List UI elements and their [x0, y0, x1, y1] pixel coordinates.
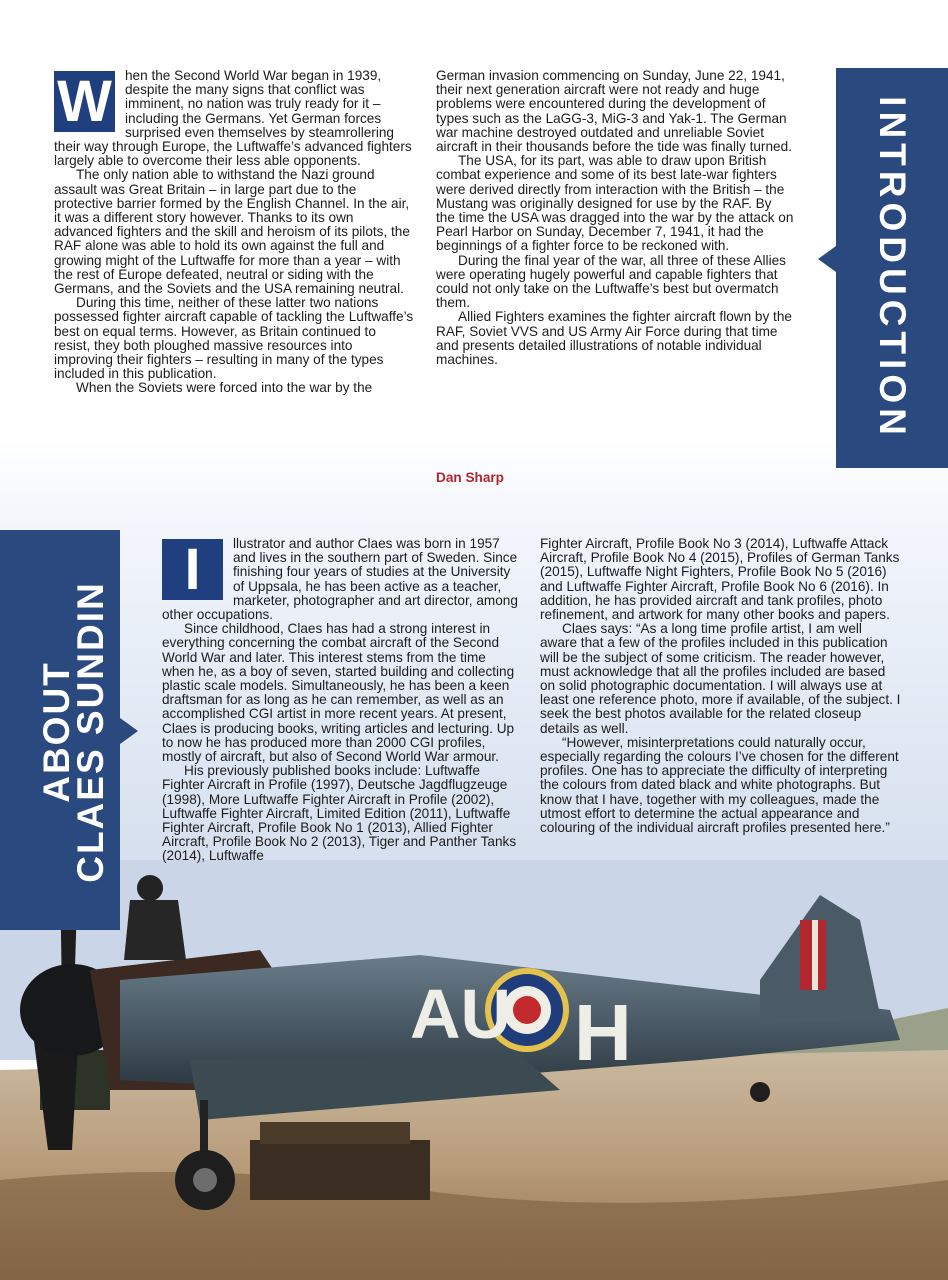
- paragraph: Fighter Aircraft, Profile Book No 3 (2014), Luftwaffe Attack Aircraft, Profile Book No 4 (2015), Profiles of German Tanks (2015), Luftwaffe Night Fighters, Profile Book No 5 (2016) and Luftwaffe Fighter Aircraft, Profile Book No 6 (2016). In addition, he has provided aircraft and tank profiles, photo refinement, and artwork for many other books and papers.: [540, 536, 900, 623]
- paragraph: Allied Fighters examines the fighter aircraft flown by the RAF, Soviet VVS and US Army Air Force during that time and presents detailed illustrations of notable individual machines.: [436, 309, 792, 368]
- about-title: [36, 581, 111, 883]
- dropcap: W: [54, 71, 115, 132]
- about-title-line-2: CLAES SUNDIN: [70, 581, 111, 883]
- introduction-column-2: [436, 69, 794, 367]
- about-banner-notch: [120, 718, 138, 744]
- about-column-2: [540, 537, 902, 835]
- introduction-banner-notch: [818, 246, 836, 272]
- author-signature: Dan Sharp: [436, 470, 504, 485]
- spitfire-photo: [0, 860, 948, 1280]
- paragraph: The USA, for its part, was able to draw upon British combat experience and some of its best late-war fighters were derived directly from interaction with the British – the Mustang was originally designed for use by the RAF. By the time the USA was dragged into the war by the attack on Pearl Harbor on Sunday, December 7, 1941, it had the beginnings of a fighter force to be reckoned with.: [436, 153, 794, 254]
- dropcap: I: [162, 539, 223, 600]
- paragraph: When the Soviets were forced into the war by the: [76, 380, 373, 396]
- aircraft-letter: H: [574, 988, 632, 1077]
- about-title-line-1: ABOUT: [36, 661, 77, 803]
- paragraph: Claes says: “As a long time profile artist, I am well aware that a few of the profiles included in this publication will be the subject of some criticism. The reader however, must acknowledge that all the profiles included are based on solid photographic documentation. I will always use at least one reference photo, more if available, of the subject. I seek the best photos available for the related closeup details as well.: [540, 621, 901, 736]
- paragraph: Since childhood, Claes has had a strong interest in everything concerning the combat aircraft of the Second World War and later. This interest stems from the time when he, as a boy of seven, started building and collecting plastic scale models. Simultaneously, he has been a keen draftsman for as long as he can remember, as well as an accomplished CGI artist in more recent years. At present, Claes is producing books, writing articles and lecturing. Up to now he has produced more than 2000 CGI profiles, mostly of aircraft, but also of Second World War armour.: [162, 621, 515, 765]
- paragraph: During the final year of the war, all three of these Allies were operating hugely powerful and capable fighters that could not only take on the Luftwaffe’s best but overmatch them.: [436, 252, 786, 311]
- introduction-title: INTRODUCTION: [872, 96, 913, 440]
- fin-flash-white: [812, 920, 818, 990]
- paragraph: llustrator and author Claes was born in 1957 and lives in the southern part of Sweden. Since finishing four years of studies at the University of Uppsala, he has been active as a teacher, marketer, photographer and art director, among other occupations.: [162, 536, 518, 623]
- paragraph: “However, misinterpretations could naturally occur, especially regarding the colours I’ve chosen for the different profiles. One has to appreciate the difficulty of interpreting the colours from dated black and white photographs. But know that I have, together with my colleagues, made the utmost effort to determine the actual appearance and colouring of the individual aircraft profiles presented here.”: [540, 734, 899, 836]
- paragraph: hen the Second World War began in 1939, despite the many signs that conflict was imminent, no nation was truly ready for it – including the Germans. Yet German forces surprised even themselves by steamrollering their way through Europe, the Luftwaffe’s advanced fighters largely able to overcome their less able opponents.: [54, 68, 412, 169]
- paragraph: During this time, neither of these latter two nations possessed fighter aircraft capable of tackling the Luftwaffe’s best on equal terms. However, as Britain continued to resist, they both ploughed massive resources into improving their fighters – resulting in many of the types included in this publication.: [54, 295, 414, 382]
- paragraph: His previously published books include: Luftwaffe Fighter Aircraft in Profile (1997), Deutsche Jagdflugzeuge (1998), More Luftwaffe Fighter Aircraft in Profile (2002), Luftwaffe Fighter Aircraft, Limited Edition (2011), Luftwaffe Fighter Aircraft, Profile Book No 1 (2013), Allied Fighter Aircraft, Profile Book No 2 (2013), Tiger and Panther Tanks (2014), Luftwaffe: [162, 763, 517, 864]
- squadron-code: AU: [410, 975, 512, 1053]
- paragraph: German invasion commencing on Sunday, June 22, 1941, their next generation aircraft were not ready and huge problems were encountered during the development of types such as the LaGG-3, MiG-3 and Yak-1. The German war machine destroyed outdated and unreliable Soviet aircraft in their thousands before the tide was finally turned.: [436, 68, 792, 155]
- about-column-1: [162, 537, 519, 864]
- introduction-column-1: [54, 69, 414, 396]
- paragraph: The only nation able to withstand the Nazi ground assault was Great Britain – in large part due to the protective barrier formed by the English Channel. In the air, it was a different story however. Thanks to its own advanced fighters and the skill and heroism of its pilots, the RAF alone was able to hold its own against the full and growing might of the Luftwaffe for more than a year – with the rest of Europe defeated, neutral or siding with the Germans, and the Soviets and the USA remaining neutral.: [54, 167, 410, 297]
